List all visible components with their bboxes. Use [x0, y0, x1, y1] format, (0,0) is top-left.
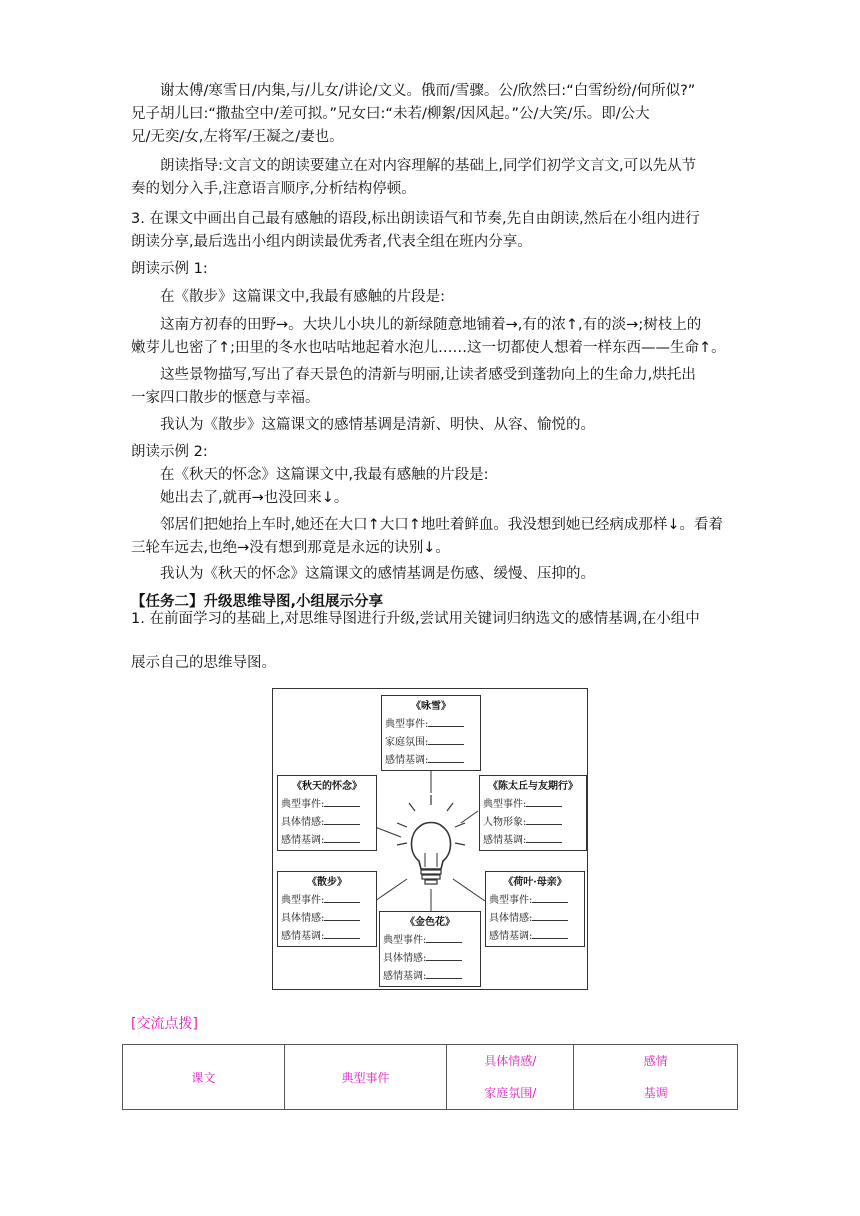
paragraph-line: 这些景物描写,写出了春天景色的清新与明丽,让读者感受到蓬勃向上的生命力,烘托出 — [160, 367, 696, 383]
fill-in-blank — [324, 909, 360, 921]
paragraph-line: 朗读指导:文言文的朗读要建立在对内容理解的基础上,同学们初学文言文,可以先从节 — [160, 158, 697, 174]
mind-map-node — [379, 911, 481, 987]
mind-map-field-label: 典型事件: — [383, 935, 427, 946]
mind-map-node-row — [489, 891, 581, 909]
fill-in-blank — [324, 891, 360, 903]
fill-in-blank — [428, 715, 464, 727]
paragraph-line: 她出去了,就再→也没回来↓。 — [160, 490, 349, 506]
header-tone-line-1: 感情 — [643, 1054, 668, 1068]
mind-map-node-row — [383, 967, 477, 985]
mind-map-node-row — [385, 733, 477, 751]
summary-table — [122, 1044, 738, 1110]
exchange-label: [交流点拨] — [131, 1016, 198, 1032]
header-text: 课文 — [123, 1045, 285, 1110]
mind-map-node-row — [281, 909, 373, 927]
mind-map-node-row — [281, 927, 373, 945]
header-tone — [574, 1045, 738, 1110]
fill-in-blank — [324, 831, 360, 843]
mind-map-field-label: 典型事件: — [281, 895, 325, 906]
fill-in-blank — [526, 795, 562, 807]
fill-in-blank — [428, 733, 464, 745]
mind-map-field-label: 感情基调: — [385, 755, 429, 766]
paragraph-line: 【任务二】升级思维导图,小组展示分享 — [131, 594, 384, 610]
paragraph-line: 邻居们把她抬上车时,她还在大口↑大口↑地吐着鲜血。我没想到她已经病成那样↓。看着 — [160, 517, 724, 533]
task-instruction-line-1: 1. 在前面学习的基础上,对思维导图进行升级,尝试用关键词归纳选文的感情基调,在小组中 — [131, 611, 700, 627]
mind-map-node-row — [483, 813, 583, 831]
mind-map-node-title: 《陈太丘与友期行》 — [488, 781, 578, 792]
mind-map-node-row — [489, 927, 581, 945]
paragraph-line: 朗读示例 2: — [131, 444, 208, 460]
header-emotion — [447, 1045, 574, 1110]
mind-map-node-row — [281, 891, 373, 909]
paragraph-line: 三轮车远去,也绝→没有想到那竟是永远的诀别↓。 — [131, 540, 450, 556]
lightbulb-icon — [397, 795, 465, 884]
mind-map-field-label: 家庭氛围: — [385, 737, 429, 748]
paragraph-line: 一家四口散步的惬意与幸福。 — [131, 390, 320, 406]
paragraph-line: 在《秋天的怀念》这篇课文中,我最有感触的片段是: — [160, 467, 489, 483]
mind-map-node — [485, 871, 585, 947]
mind-map-node-row — [483, 795, 583, 813]
paragraph-line: 朗读示例 1: — [131, 261, 208, 277]
mind-map-field-label: 典型事件: — [385, 719, 429, 730]
header-tone-line-2: 基调 — [643, 1086, 668, 1100]
mind-map-field-label: 感情基调: — [281, 931, 325, 942]
paragraph-line: 奏的划分入手,注意语言顺序,分析结构停顿。 — [131, 181, 416, 197]
paragraph-line: 兄/无奕/女,左将军/王凝之/妻也。 — [131, 129, 344, 145]
mind-map-node-row — [385, 751, 477, 769]
mind-map-field-label: 人物形象: — [483, 817, 527, 828]
fill-in-blank — [526, 831, 562, 843]
mind-map-node-row — [489, 909, 581, 927]
mind-map-node — [381, 695, 481, 771]
fill-in-blank — [428, 751, 464, 763]
paragraph-line: 朗读分享,最后选出小组内朗读最优秀者,代表全组在班内分享。 — [131, 234, 532, 250]
mind-map-node — [277, 775, 377, 851]
mind-map-field-label: 具体情感: — [281, 817, 325, 828]
header-emotion-line-2: 家庭氛围/ — [484, 1086, 537, 1100]
paragraph-line: 我认为《散步》这篇课文的感情基调是清新、明快、从容、愉悦的。 — [160, 417, 595, 433]
mind-map-field-label: 典型事件: — [483, 799, 527, 810]
paragraph-line: 3. 在课文中画出自己最有感触的语段,标出朗读语气和节奏,先自由朗读,然后在小组内进行 — [131, 211, 700, 227]
fill-in-blank — [532, 909, 568, 921]
mind-map-field-label: 感情基调: — [383, 971, 427, 982]
fill-in-blank — [426, 931, 462, 943]
mind-map-node-title: 《金色花》 — [405, 917, 455, 928]
mind-map-node-row — [383, 949, 477, 967]
mind-map-node-row — [281, 831, 373, 849]
paragraph-line: 兄子胡儿曰:“撒盐空中/差可拟。”兄女曰:“未若/柳絮/因风起。”公/大笑/乐。即/公大 — [131, 106, 650, 122]
mind-map-node-row — [385, 715, 477, 733]
fill-in-blank — [532, 891, 568, 903]
paragraph-line: 这南方初春的田野→。大块儿小块儿的新绿随意地铺着→,有的浓↑,有的淡→;树枝上的 — [160, 317, 702, 333]
mind-map-field-label: 感情基调: — [489, 931, 533, 942]
paragraph-line: 谢太傅/寒雪日/内集,与/儿女/讲论/文义。俄而/雪骤。公/欣然曰:“白雪纷纷/何所似?” — [160, 83, 696, 99]
mind-map-field-label: 感情基调: — [281, 835, 325, 846]
paragraph-line: 在《散步》这篇课文中,我最有感触的片段是: — [160, 289, 445, 305]
mind-map-field-label: 感情基调: — [483, 835, 527, 846]
fill-in-blank — [426, 967, 462, 979]
fill-in-blank — [324, 795, 360, 807]
fill-in-blank — [526, 813, 562, 825]
paragraph-line: 嫩芽儿也密了↑;田里的冬水也咕咕地起着水泡儿……这一切都使人想着一样东西——生命↑。 — [131, 340, 726, 356]
mind-map-node-row — [483, 831, 583, 849]
task-instruction-line-2: 展示自己的思维导图。 — [131, 655, 276, 671]
header-emotion-line-1: 具体情感/ — [484, 1054, 537, 1068]
table-row — [123, 1045, 738, 1110]
mind-map-node — [277, 871, 377, 947]
mind-map-field-label: 典型事件: — [489, 895, 533, 906]
fill-in-blank — [324, 927, 360, 939]
header-event: 典型事件 — [284, 1045, 447, 1110]
mind-map-diagram — [272, 688, 588, 990]
mind-map-node-title: 《荷叶·母亲》 — [503, 877, 567, 888]
mind-map-field-label: 具体情感: — [281, 913, 325, 924]
fill-in-blank — [426, 949, 462, 961]
mind-map-node-row — [281, 813, 373, 831]
mind-map-node-row — [281, 795, 373, 813]
paragraph-line: 我认为《秋天的怀念》这篇课文的感情基调是伤感、缓慢、压抑的。 — [160, 566, 595, 582]
mind-map-node-title: 《散步》 — [307, 877, 347, 888]
mind-map-node-row — [383, 931, 477, 949]
mind-map-field-label: 具体情感: — [489, 913, 533, 924]
mind-map-node — [479, 775, 587, 851]
mind-map-node-title: 《咏雪》 — [411, 701, 451, 712]
fill-in-blank — [532, 927, 568, 939]
mind-map-field-label: 具体情感: — [383, 953, 427, 964]
mind-map-node-title: 《秋天的怀念》 — [292, 781, 362, 792]
fill-in-blank — [324, 813, 360, 825]
mind-map-field-label: 典型事件: — [281, 799, 325, 810]
